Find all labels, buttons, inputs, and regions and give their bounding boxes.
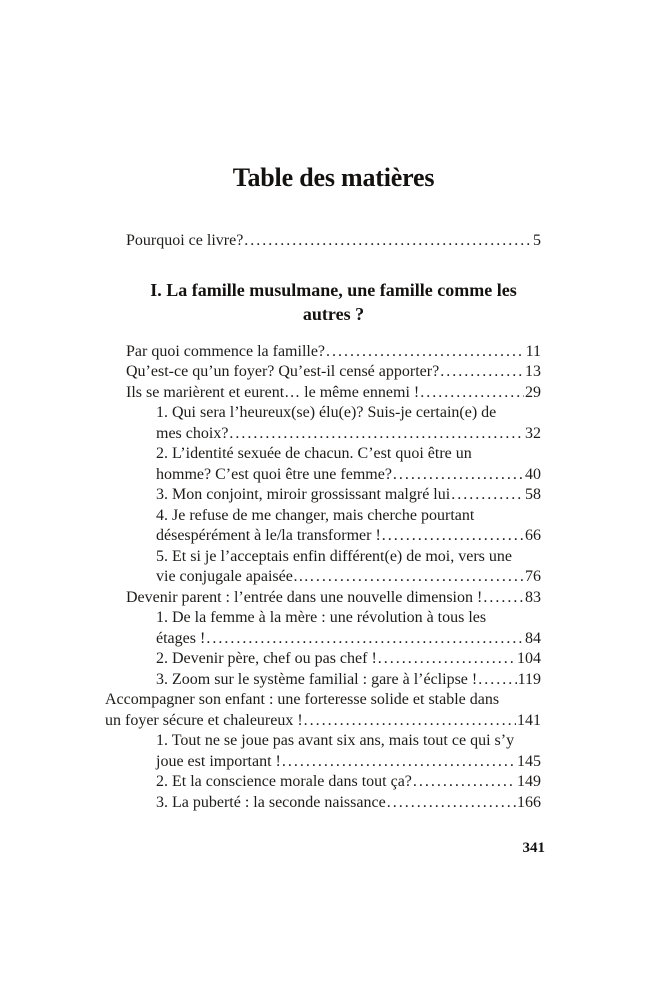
toc-entry-line — [156, 752, 541, 773]
dot-leader — [393, 465, 524, 486]
toc-page-number: 5 — [533, 232, 541, 249]
toc-entry — [126, 649, 541, 670]
dot-leader — [483, 588, 524, 609]
toc-entry-line — [126, 342, 541, 363]
toc-entry-text: homme? C’est quoi être une femme? — [156, 465, 392, 483]
toc-content — [105, 163, 541, 813]
toc-page-number: 32 — [525, 424, 541, 442]
toc-entry — [126, 772, 541, 793]
toc-entry-line — [126, 231, 541, 252]
toc-page-number: 83 — [525, 588, 541, 606]
toc-entry-line — [156, 649, 541, 670]
dot-leader — [478, 670, 516, 691]
toc-entry-line: 1. De la femme à la mère : une révolution à tous les — [156, 609, 487, 626]
toc-entry-text: étages ! — [156, 629, 206, 647]
toc-entry-line — [156, 567, 541, 588]
dot-leader — [420, 383, 524, 404]
toc-entry-text: Ils se marièrent et eurent… le même ennemi ! — [126, 383, 420, 401]
toc-page-number: 29 — [525, 383, 541, 401]
toc-entry-line: 4. Je refuse de me changer, mais cherche pourtant — [156, 506, 475, 524]
toc-entry-line: 2. L’identité sexuée de chacun. C’est quoi être un — [156, 445, 472, 462]
toc-entry-text: 2. Et la conscience morale dans tout ça? — [156, 773, 412, 790]
dot-leader — [440, 362, 524, 383]
toc-entry-line — [126, 362, 541, 383]
toc-entry-line: 1. Tout ne se joue pas avant six ans, mais tout ce qui s’y — [156, 732, 515, 749]
dot-leader — [310, 567, 524, 588]
toc-entry-line — [105, 711, 541, 732]
toc-entry-line — [156, 526, 541, 547]
toc-page-number: 166 — [517, 793, 541, 811]
page-number: 341 — [522, 840, 545, 856]
toc-page-number: 11 — [525, 342, 541, 360]
toc-entry-text: 3. Zoom sur le système familial : gare à l’éclipse ! — [156, 670, 478, 688]
toc-entry-text: Pourquoi ce livre? — [126, 232, 244, 249]
toc-entry-text: Qu’est-ce qu’un foyer? Qu’est-il censé apporter? — [126, 363, 440, 380]
toc-entry-text: 3. La puberté : la seconde naissance — [156, 793, 386, 811]
dot-leader — [382, 526, 524, 547]
dot-leader — [244, 231, 532, 252]
section-heading — [126, 278, 541, 326]
toc-page-number: 141 — [517, 711, 541, 729]
toc-page-number: 145 — [517, 752, 541, 770]
toc-entry — [126, 383, 541, 404]
toc-entry-line — [156, 772, 541, 793]
toc-entry-text: mes choix? — [156, 424, 229, 442]
toc-page-number: 66 — [525, 527, 541, 544]
toc-page-number: 58 — [525, 486, 541, 503]
toc-entry-line — [156, 424, 541, 445]
toc-entry — [126, 506, 541, 547]
toc-entry-text: Devenir parent : l’entrée dans une nouvelle dimension ! — [126, 588, 483, 606]
dot-leader — [451, 485, 524, 506]
toc-list — [105, 231, 541, 813]
toc-page-number: 119 — [517, 670, 541, 688]
section-heading-line: I. La famille musulmane, une famille comme les — [150, 279, 517, 300]
toc-entry — [126, 793, 541, 814]
toc-entry-line — [156, 670, 541, 691]
toc-entry-line: 5. Et si je l’acceptais enfin différent(e) de moi, vers une — [156, 547, 513, 565]
toc-page-number: 76 — [525, 568, 541, 585]
toc-entry-text: 2. Devenir père, chef ou pas chef ! — [156, 650, 377, 667]
toc-entry-text: Par quoi commence la famille? — [126, 342, 326, 360]
dot-leader — [387, 793, 516, 814]
dot-leader — [326, 342, 525, 363]
toc-entry — [126, 342, 541, 363]
dot-leader — [413, 772, 516, 793]
toc-entry-line: 1. Qui sera l’heureux(se) élu(e)? Suis-je certain(e) de — [156, 404, 497, 421]
dot-leader — [378, 649, 516, 670]
toc-title: Table des matières — [232, 163, 435, 192]
toc-entry — [126, 403, 541, 444]
toc-page-number: 13 — [525, 363, 541, 380]
toc-entry — [126, 608, 541, 649]
toc-entry-line — [126, 588, 541, 609]
toc-entry-line — [156, 465, 541, 486]
dot-leader — [304, 711, 516, 732]
toc-entry-line — [156, 485, 541, 506]
toc-entry-line: Accompagner son enfant : une forteresse solide et stable dans — [105, 691, 500, 708]
toc-entry — [126, 670, 541, 691]
toc-entry — [105, 690, 541, 731]
toc-page-number: 149 — [517, 773, 541, 790]
toc-entry — [126, 444, 541, 485]
dot-leader — [229, 424, 524, 445]
section-heading-line: autres ? — [302, 303, 365, 324]
toc-page-number: 84 — [525, 629, 541, 647]
toc-entry-line — [156, 629, 541, 650]
toc-page-number: 40 — [525, 465, 541, 483]
dot-leader — [282, 752, 516, 773]
toc-entry-line — [156, 793, 541, 814]
toc-entry — [126, 485, 541, 506]
toc-entry — [126, 547, 541, 588]
toc-entry-text: joue est important ! — [156, 752, 281, 770]
toc-entry — [126, 588, 541, 609]
toc-entry-text: 3. Mon conjoint, miroir grossissant malgré lui — [156, 486, 451, 503]
dot-leader — [206, 629, 524, 650]
toc-page-number: 104 — [517, 650, 541, 667]
toc-entry-line — [126, 383, 541, 404]
toc-entry — [126, 231, 541, 252]
toc-entry — [126, 731, 541, 772]
toc-entry — [126, 362, 541, 383]
toc-entry-text: désespérément à le/la transformer ! — [156, 527, 381, 544]
toc-entry-text: un foyer sécure et chaleureux ! — [105, 711, 303, 729]
toc-entry-text: vie conjugale apaisée… — [156, 568, 309, 585]
